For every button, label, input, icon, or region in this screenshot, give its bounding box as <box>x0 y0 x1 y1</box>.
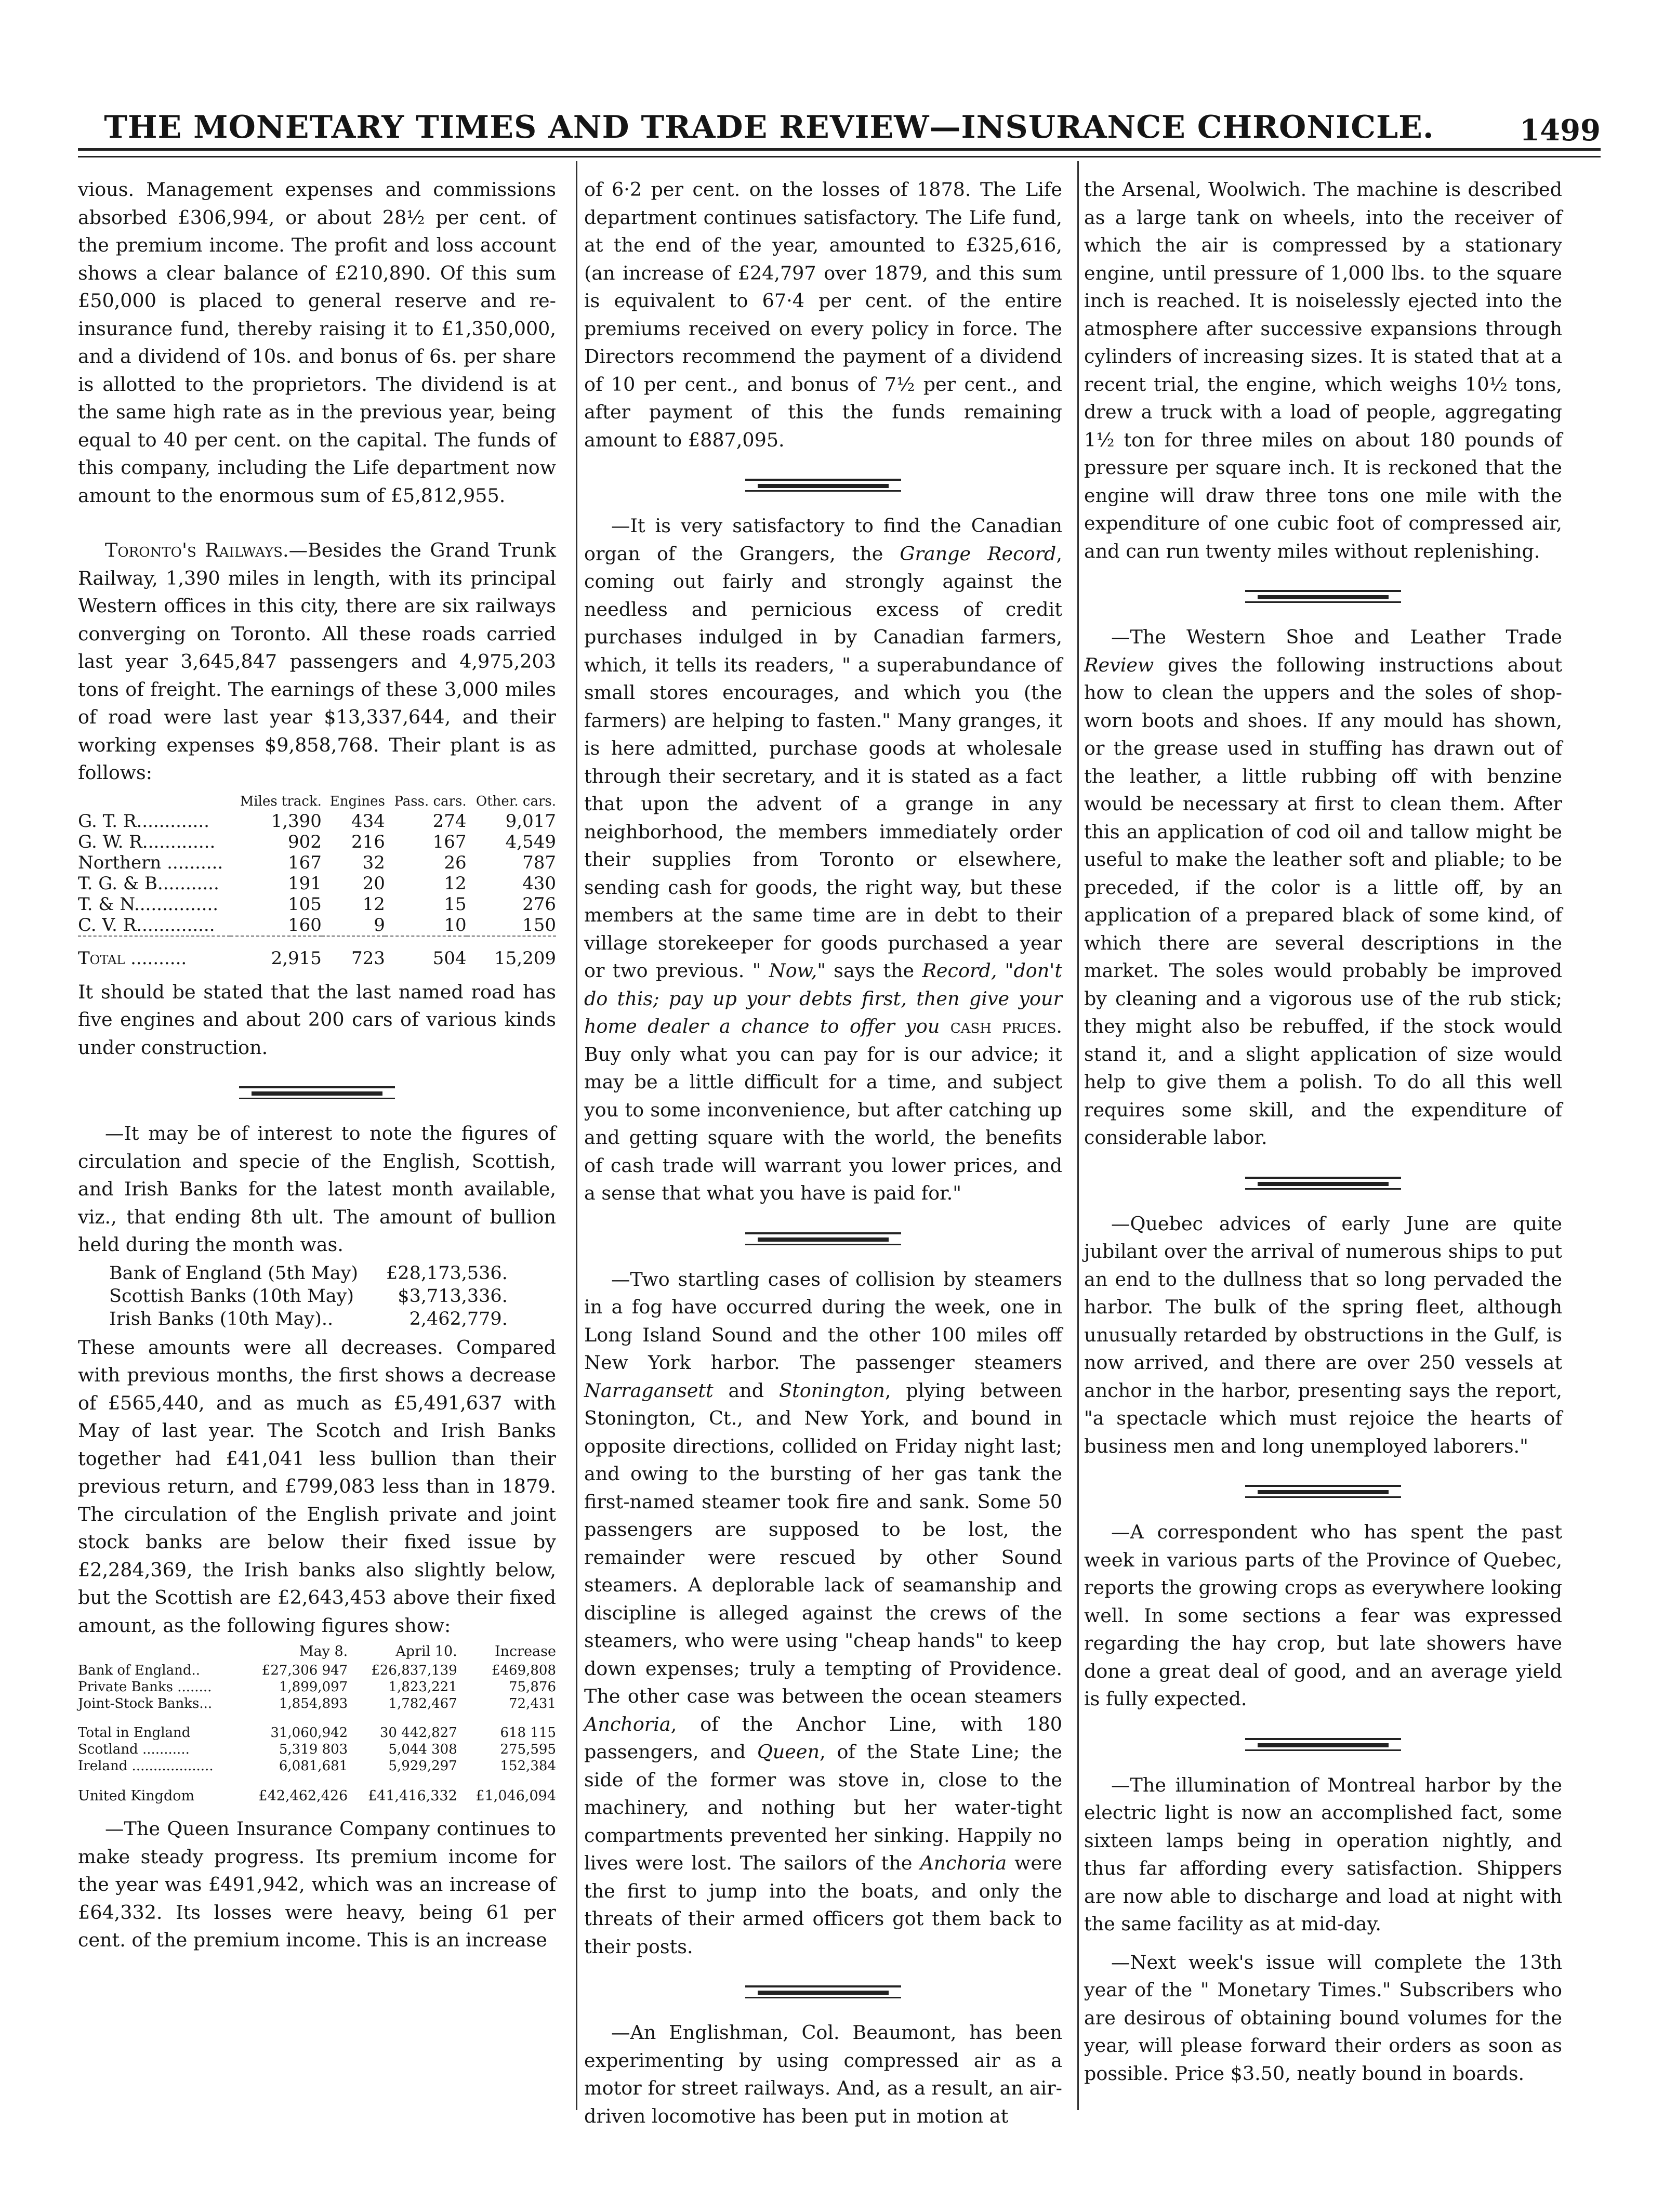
next-week-paragraph: —Next week's issue will complete the 13th year of the " Monetary Times." Subscribers who are desirous of obtaining bound volumes for the year, will please forward their orders as soon as possible. Price $3.50, neatly bound in boards. <box>1084 1951 1562 2085</box>
table-row: Joint-Stock Banks... 1,854,893 1,782,467 72,431 <box>78 1696 556 1711</box>
page-number: 1499 <box>1520 113 1601 148</box>
table-row: Bank of England.. £27,306 947 £26,837,139 £469,808 <box>78 1663 556 1678</box>
insurance-continuation: vious. Management expenses and commissions absorbed £306,994, or about 28½ per cent. of the premium income. The profit and loss account shows a clear balance of £210,890. Of this sum £50,000 is placed to general reserve and re-insurance fund, thereby raising it to £1,350,000, and a dividend of 10s. and bonus of 6s. per share is allotted to the proprietors. The dividend is at the same high rate as in the previous year, being equal to 40 per cent. on the capital. The funds of this company, including the Life department now amount to the enormous sum of £5,812,955. <box>78 178 556 507</box>
page-header <box>78 109 1601 151</box>
banks-header-increase: Increase <box>495 1643 556 1660</box>
column-3 <box>1084 176 1562 2087</box>
grange-paragraph: —It is very satisfactory to find the Canadian organ of the Grangers, the Grange Record, coming out fairly and strongly against the needless and pernicious excess of credit purchases indulged in by Canadian farmers, which, it tells its readers, " a superabundance of small stores encourages, and which you (the farmers) are helping to fasten." Many granges, it is here admitted, purchase goods at wholesale through their secretary, and it is stated as a fact that upon the advent of a grange in any neighborhood, the members immediately order their supplies from Toronto or elsewhere, sending cash for goods, the right way, but these members at the same time are in debt to their village storekeeper for goods purchased a year or two previous. " Now," says the Record, "don't do this; pay up your debts first, then give your home dealer a chance to offer you cash prices. Buy only what you can pay for is our advice; it may be a little difficult for a time, and subject you to some inconvenience, but after catching up and getting square with the world, the benefits of cash trade will warrant you lower prices, and a sense that what you have is paid for." <box>584 515 1062 1204</box>
table-row: Irish Banks (10th May).. 2,462,779. <box>109 1308 508 1329</box>
rail-header-engines: Engines <box>329 793 385 809</box>
header-rule-thin <box>78 156 1601 157</box>
bank-circulation-table <box>78 1643 556 1805</box>
railways-paragraph: Toronto's Railways.—Besides the Grand Trunk Railway, 1,390 miles in length, with its principal Western offices in this city, there are six railways converging on Toronto. All these roads carried last year 3,645,847 passengers and 4,975,203 tons of freight. The earnings of these 3,000 miles of road were last year $13,337,644, and their working expenses $9,858,768. Their plant is as follows: <box>78 539 556 784</box>
rail-header-miles: Miles track. <box>240 793 322 809</box>
crops-paragraph: —A correspondent who has spent the past week in various parts of the Province of Quebec, reports the growing crops as everywhere looking well. In some sections a fear was expressed regarding the hay crop, but late showers have done a great deal of good, and an average yield is fully expected. <box>1084 1521 1562 1710</box>
table-row: G. T. R............. 1,390 434 274 9,017 <box>78 810 556 832</box>
banks-header-april: April 10. <box>395 1643 457 1660</box>
railway-plant-table <box>78 794 556 969</box>
table-row: Northern .......... 167 32 26 787 <box>78 852 556 873</box>
table-row: T. G. & B........... 191 20 12 430 <box>78 873 556 894</box>
section-separator <box>745 1229 901 1245</box>
rail-header-pass: Pass. cars. <box>394 793 467 809</box>
table-row: Bank of England (5th May) £28,173,536. <box>109 1262 508 1284</box>
section-separator <box>1245 587 1401 602</box>
quebec-paragraph: —Quebec advices of early June are quite jubilant over the arrival of numerous ships to put an end to the dullness that so long pervaded the harbor. The bulk of the spring fleet, although unusually retarded by obstructions in the Gulf, is now arrived, and there are over 250 vessels at anchor in the harbor, presenting says the report, "a spectacle which must rejoice the hearts of business men and long unemployed laborers." <box>1084 1212 1562 1457</box>
table-row: G. W. R............. 902 216 167 4,549 <box>78 831 556 852</box>
table-row: Total in England 31,060,942 30 442,827 618 115 <box>78 1725 556 1741</box>
railways-heading: Toronto's Railways. <box>105 539 289 561</box>
rail-header-other: Other. cars. <box>476 793 556 809</box>
banks-header-may: May 8. <box>299 1643 348 1660</box>
banks-intro: —It may be of interest to note the figures of circulation and specie of the English, Scottish, and Irish Banks for the latest month available, viz., that ending 8th ult. The amount of bullion held during the month was. <box>78 1122 556 1256</box>
running-title: THE MONETARY TIMES AND TRADE REVIEW—INSURANCE CHRONICLE. <box>104 109 1434 146</box>
section-separator <box>745 1982 901 1998</box>
shoe-leather-paragraph: —The Western Shoe and Leather Trade Review gives the following instructions about how to clean the uppers and the soles of shop-worn boots and shoes. If any mould has shown, or the grease used in stuffing has drawn out of the leather, a little rubbing off with benzine would be necessary at first to clean them. After this an application of cod oil and tallow might be useful to make the leather soft and pliable; to be preceded, if the color is a little off, by an application of a prepared black of some kind, of which there are several descriptions in the market. The soles would probably be improved by cleaning and a vigorous use of the rub stick; they might also be rebuffed, if the stock would stand it, and a slight application of size would help to give them a polish. To do all this well requires some skill, and the expenditure of considerable labor. <box>1084 626 1562 1149</box>
banks-body: These amounts were all decreases. Compared with previous months, the first shows a decrease of £565,440, and as much as £5,491,637 with May of last year. The Scotch and Irish Banks together had £41,041 less bullion than their previous return, and £799,083 less than in 1879. The circulation of the English private and joint stock banks are below their fixed issue by £2,284,369, the Irish banks also slightly below, but the Scottish are £2,643,453 above their fixed amount, as the following figures show: <box>78 1336 556 1637</box>
column-divider-1 <box>576 161 577 2110</box>
header-rule-thick <box>78 148 1601 151</box>
table-total-row: Total .......... 2,915 723 504 15,209 <box>78 936 556 969</box>
beaumont-paragraph: —An Englishman, Col. Beaumont, has been experimenting by using compressed air as a motor for street railways. And, as a result, an air-driven locomotive has been put in motion at <box>584 2021 1062 2127</box>
montreal-paragraph: —The illumination of Montreal harbor by the electric light is now an accomplished fact, some sixteen lamps being in operation nightly, and thus far affording every satisfaction. Shippers are now able to discharge and load at night with the same facility as at mid-day. <box>1084 1773 1562 1935</box>
section-separator <box>745 476 901 491</box>
section-separator <box>239 1083 395 1099</box>
table-row: Scotland ........... 5,319 803 5,044 308 275,595 <box>78 1742 556 1757</box>
steamers-paragraph: —Two startling cases of collision by steamers in a fog have occurred during the week, one in Long Island Sound and the other 100 miles off New York harbor. The passenger steamers Narragansett and Stonington, plying between Stonington, Ct., and New York, and bound in opposite directions, collided on Friday night last; and owing to the bursting of her gas tank the first-named steamer took fire and sank. Some 50 passengers are supposed to be lost, the remainder were rescued by other Sound steamers. A deplorable lack of seamanship and discipline is alleged against the crews of the steamers, who were using "cheap hands" to keep down expenses; truly a tempting of Providence. The other case was between the ocean steamers Anchoria, of the Anchor Line, with 180 passengers, and Queen, of the State Line; the side of the former was stove in, close to the machinery, and nothing but her water-tight compartments prevented her sinking. Happily no lives were lost. The sailors of the Anchoria were the first to jump into the boats, and only the threats of their armed officers got them back to their posts. <box>584 1268 1062 1958</box>
table-row: C. V. R.............. 160 9 10 150 <box>78 914 556 936</box>
table-total-row: United Kingdom £42,462,426 £41,416,332 £1,046,094 <box>78 1788 556 1804</box>
section-separator <box>1245 1735 1401 1750</box>
railways-note: It should be stated that the last named road has five engines and about 200 cars of various kinds under construction. <box>78 980 556 1059</box>
column-1 <box>78 176 556 1954</box>
beaumont-continuation: the Arsenal, Woolwich. The machine is described as a large tank on wheels, into the receiver of which the air is compressed by a stationary engine, until pressure of 1,000 lbs. to the square inch is reached. It is noiselessly ejected into the atmosphere after successive expansions through cylinders of increasing sizes. It is stated that at a recent trial, the engine, which weighs 10½ tons, drew a truck with a load of people, aggregating 1½ ton for three miles on about 180 pounds of pressure per square inch. It is reckoned that the engine will draw three tons one mile with the expenditure of one cubic foot of compressed air, and can run twenty miles without replenishing. <box>1084 178 1562 562</box>
table-row: Private Banks ........ 1,899,097 1,823,221 75,876 <box>78 1679 556 1695</box>
section-separator <box>1245 1482 1401 1497</box>
section-separator <box>1245 1174 1401 1189</box>
table-row: Scottish Banks (10th May) $3,713,336. <box>109 1285 508 1307</box>
queen-insurance-continuation: of 6·2 per cent. on the losses of 1878. The Life department continues satisfactory. The Life fund, at the end of the year, amounted to £325,616, (an increase of £24,797 over 1879, and this sum is equivalent to 67·4 per cent. of the entire premiums received on every policy in force. The Directors recommend the payment of a dividend of 10 per cent., and bonus of 7½ per cent., and after payment of this the funds remaining amount to £887,095. <box>584 178 1062 451</box>
table-row: T. & N............... 105 12 15 276 <box>78 893 556 915</box>
table-row: Ireland ................... 6,081,681 5,929,297 152,384 <box>78 1758 556 1774</box>
column-divider-2 <box>1077 161 1079 2110</box>
bullion-table <box>109 1262 515 1331</box>
column-2 <box>584 176 1062 2130</box>
queen-insurance-paragraph: —The Queen Insurance Company continues to make steady progress. Its premium income for the year was £491,942, which was an increase of £64,332. Its losses were heavy, being 61 per cent. of the premium income. This is an increase <box>78 1818 556 1951</box>
